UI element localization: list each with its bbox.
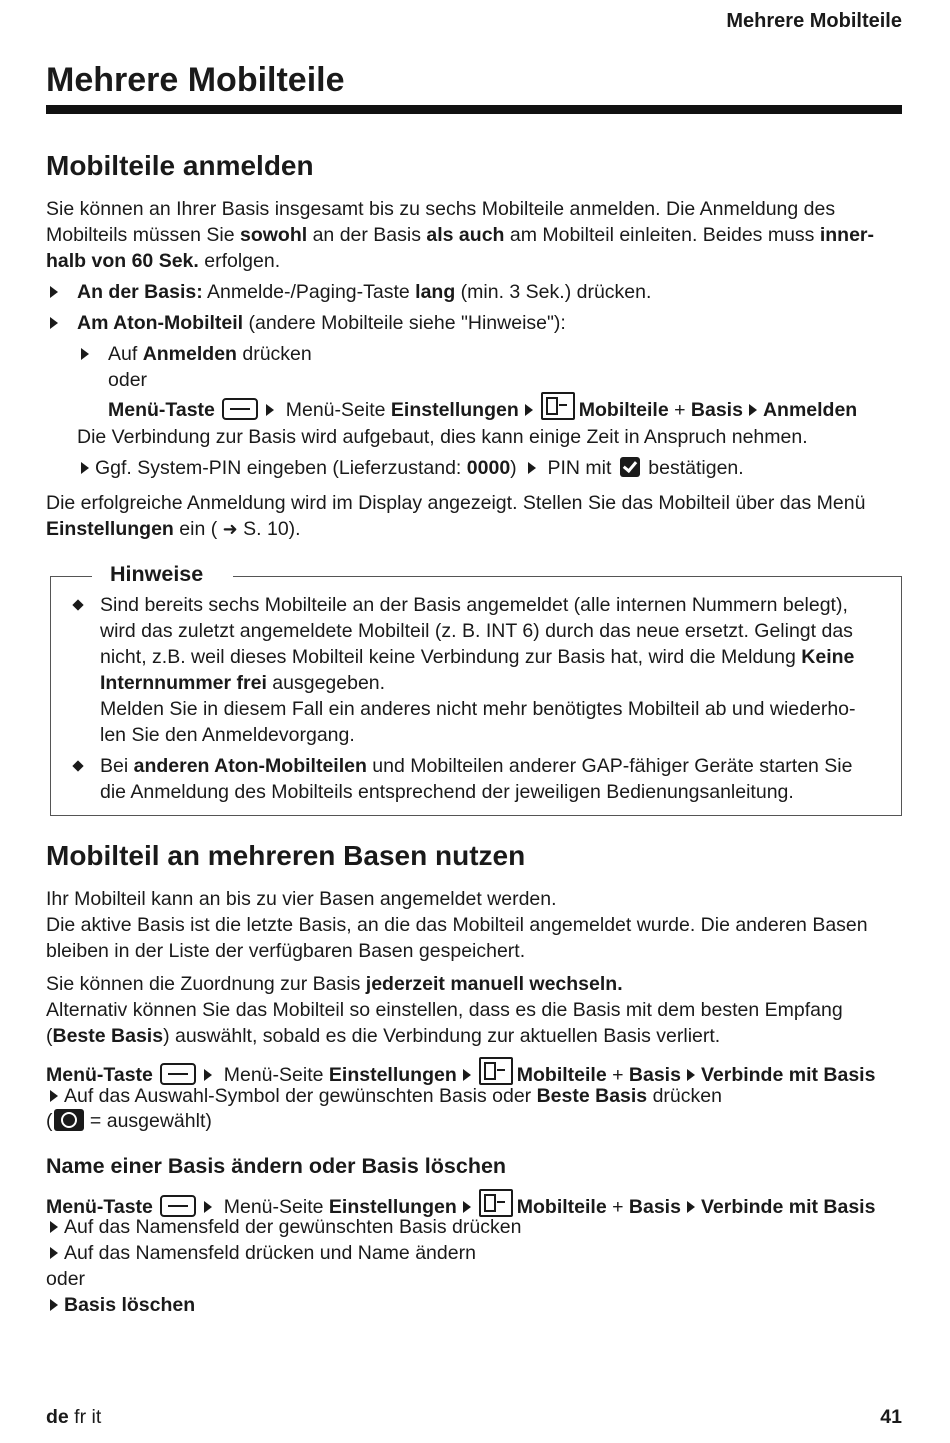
running-header: Mehrere Mobilteile [726, 10, 902, 32]
path-arrow-icon [749, 404, 757, 416]
step-arrow-icon [81, 348, 89, 360]
section-heading-rename-delete: Name einer Basis ändern oder Basis löschen [46, 1154, 507, 1178]
handset-base-icon [479, 1057, 513, 1085]
page-number: 41 [880, 1406, 902, 1428]
step-arrow-icon [50, 1299, 58, 1311]
bases-paragraph-1: Ihr Mobilteil kann an bis zu vier Basen angemeldet werden. Die aktive Basis ist die letzte Basis, an die das Mobilteil angemeldet wurde. Die anderen Basen bleiben in der Liste der verfügbaren Basen gespeichert. [46, 888, 868, 962]
path-arrow-icon [687, 1201, 695, 1213]
menu-key-icon [160, 1063, 196, 1085]
success-paragraph: Die erfolgreiche Anmeldung wird im Display angezeigt. Stellen Sie das Mobilteil über das Menü Einstellungen ein ( ➜ S. 10). [46, 492, 866, 540]
step-arrow-icon [50, 317, 58, 329]
section-heading-multiple-bases: Mobilteil an mehreren Basen nutzen [46, 840, 526, 871]
intro-paragraph: Sie können an Ihrer Basis insgesamt bis zu sechs Mobilteile anmelden. Die Anmeldung des Mobilteils müssen Sie sowohl an der Basis als auch am Mobilteil einleiten. Beides muss inner- halb von 60 Sek. erfolgen. [46, 198, 875, 272]
handset-base-icon [479, 1189, 513, 1217]
menu-key-icon [222, 398, 258, 420]
handset-base-icon [541, 392, 575, 420]
page-ref-arrow-icon: ➜ [222, 519, 238, 539]
path-arrow-icon [204, 1201, 212, 1213]
rename-step-2: Auf das Namensfeld drücken und Name ändern [46, 1240, 476, 1266]
step-arrow-icon [528, 462, 536, 474]
path-arrow-icon [463, 1201, 471, 1213]
section-heading-register: Mobilteile anmelden [46, 150, 314, 181]
select-step: Auf das Auswahl-Symbol der gewünschten Basis oder Beste Basis drücken [46, 1083, 722, 1109]
step-arrow-icon [50, 286, 58, 298]
title-rule [46, 105, 902, 114]
checkmark-icon [620, 457, 640, 477]
rename-step-1: Auf das Namensfeld der gewünschten Basis drücken [46, 1214, 521, 1240]
hints-title: Hinweise [92, 560, 233, 588]
delete-step: Basis löschen [46, 1292, 195, 1318]
path-arrow-icon [525, 404, 533, 416]
selected-legend: ( = ausgewählt) [46, 1110, 212, 1132]
pin-step: Ggf. System-PIN eingeben (Lieferzustand: 0000) PIN mit bestätigen. [81, 455, 744, 481]
or-label: oder [108, 369, 148, 391]
menu-path-rename: Menü-Taste Menü-Seite Einstellungen Mobilteile + Basis Verbinde mit Basis [46, 1189, 875, 1220]
radio-selected-icon [54, 1109, 84, 1131]
step-arrow-icon [50, 1221, 58, 1233]
bases-paragraph-2: Sie können die Zuordnung zur Basis jederzeit manuell wechseln. Alternativ können Sie das Mobilteil so einstellen, dass es die Basis mit dem besten Empfang (Beste Basis) auswählt, sobald es die Verbindung zur aktuellen Basis verliert. [46, 973, 843, 1047]
menu-path-register: Menü-Taste Menü-Seite Einstellungen Mobilteile + Basis Anmelden [108, 392, 857, 423]
step-arrow-icon [50, 1247, 58, 1259]
path-arrow-icon [463, 1069, 471, 1081]
path-arrow-icon [687, 1069, 695, 1081]
language-footer: de fr it [46, 1406, 102, 1428]
path-arrow-icon [266, 404, 274, 416]
path-arrow-icon [204, 1069, 212, 1081]
menu-path-connect: Menü-Taste Menü-Seite Einstellungen Mobilteile + Basis Verbinde mit Basis [46, 1057, 875, 1088]
step-arrow-icon [81, 462, 89, 474]
hint-item-2: Bei anderen Aton-Mobilteilen und Mobilteilen anderer GAP-fähiger Geräte starten Sie die Anmeldung des Mobilteils entsprechend der jeweiligen Bedienungsanleitung. [100, 755, 853, 803]
connection-text: Die Verbindung zur Basis wird aufgebaut, dies kann einige Zeit in Anspruch nehmen. [77, 426, 808, 448]
or-label: oder [46, 1268, 86, 1290]
page-title: Mehrere Mobilteile [46, 61, 345, 99]
hint-item-1: Sind bereits sechs Mobilteile an der Basis angemeldet (alle internen Nummern belegt), wird das zuletzt angemeldete Mobilteil (z. B. INT 6) durch das neue ersetzt. Gelingt das nicht, z.B. weil dieses Mobilteil keine Verbindung zur Basis hat, wird die Meldung Keine Internnummer frei ausgegeben. Melden Sie in diesem Fall ein anderes nicht mehr benötigtes Mobilteil ab und wiederho- len Sie den Anmeldevorgang. [100, 594, 856, 746]
step-arrow-icon [50, 1090, 58, 1102]
